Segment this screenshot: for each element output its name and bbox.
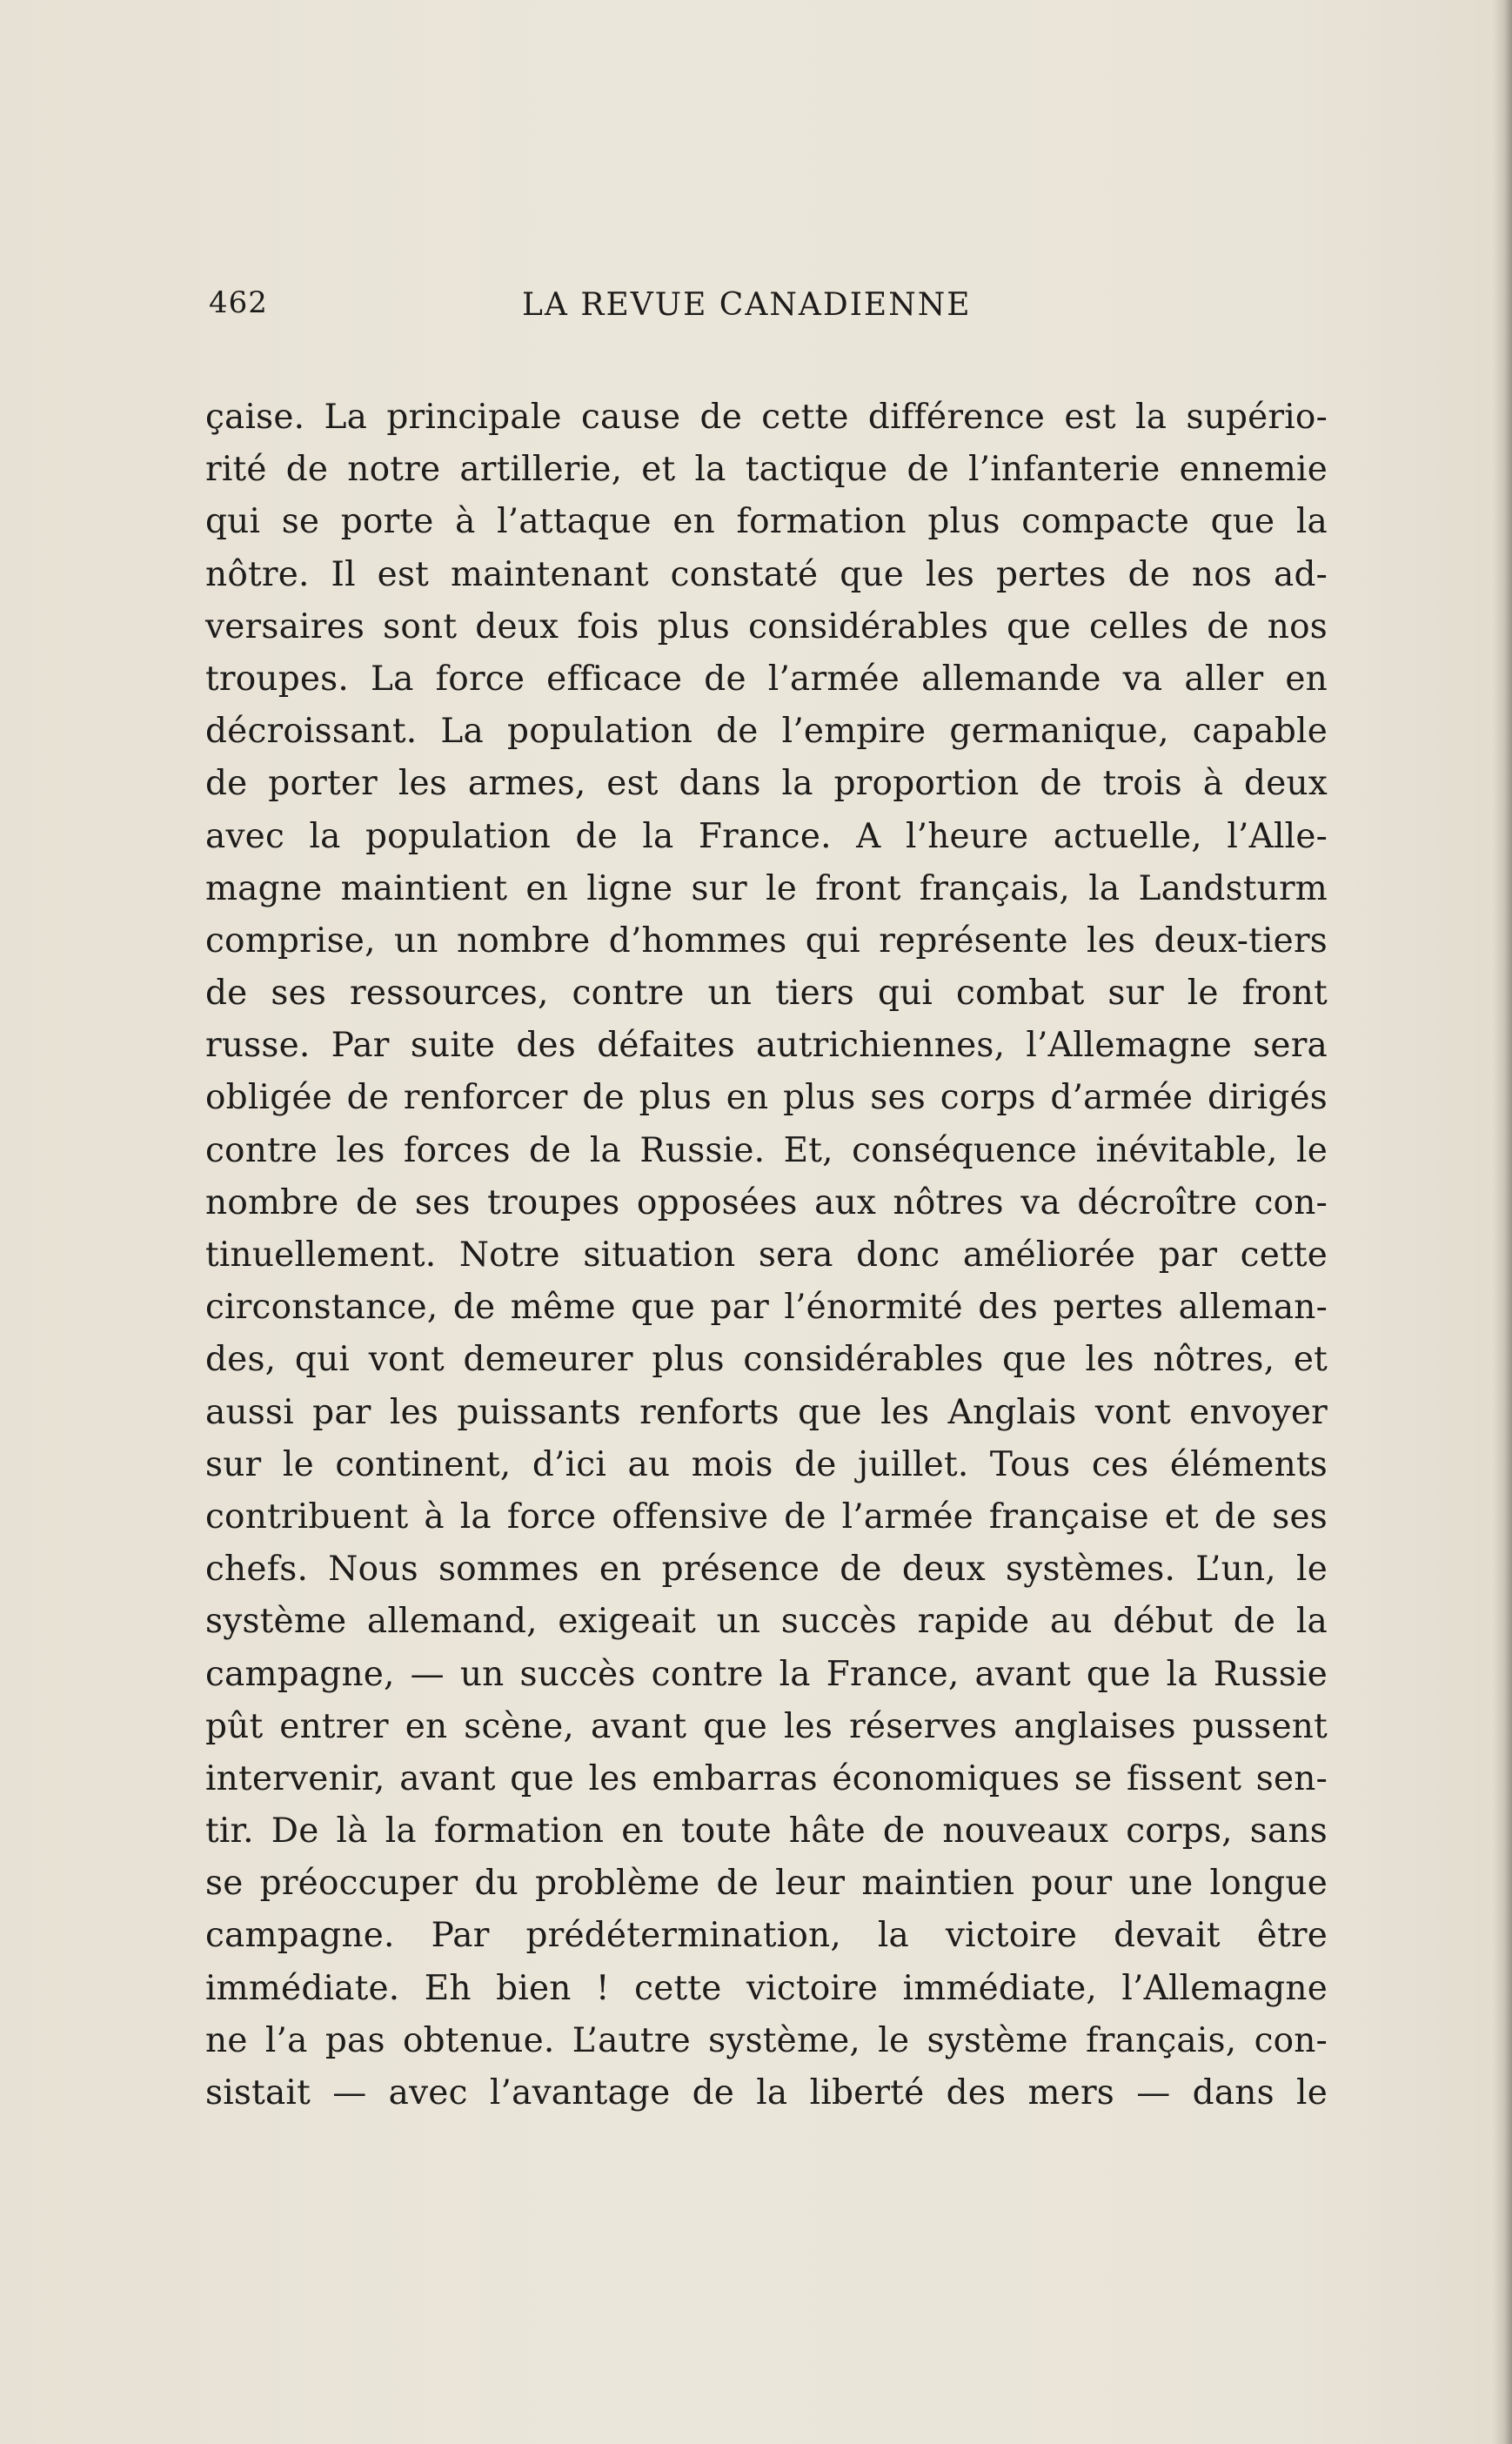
text-line: aussi par les puissants renforts que les Anglais vont envoyer [205, 1392, 1328, 1432]
text-line: intervenir, avant que les embarras économiques se fissent sen- [205, 1758, 1328, 1798]
text-line: rité de notre artillerie, et la tactique de l’infanterie ennemie [205, 450, 1328, 490]
text-line: des, qui vont demeurer plus considérables que les nôtres, et [205, 1340, 1328, 1380]
text-line: sistait — avec l’avantage de la liberté des mers — dans le [205, 2073, 1328, 2113]
text-line: nombre de ses troupes opposées aux nôtres va décroître con- [205, 1182, 1328, 1222]
text-line: campagne, — un succès contre la France, avant que la Russie [205, 1654, 1328, 1694]
text-line: circonstance, de même que par l’énormité des pertes alleman- [205, 1288, 1328, 1328]
body-text [205, 392, 1328, 2119]
text-line: chefs. Nous sommes en présence de deux systèmes. L’un, le [205, 1550, 1328, 1590]
text-line: ne l’a pas obtenue. L’autre système, le système français, con- [205, 2020, 1328, 2060]
text-line: versaires sont deux fois plus considérables que celles de nos [205, 606, 1328, 646]
text-line: obligée de renforcer de plus en plus ses corps d’armée dirigés [205, 1078, 1328, 1118]
text-line: de ses ressources, contre un tiers qui combat sur le front [205, 974, 1328, 1014]
text-line: contre les forces de la Russie. Et, conséquence inévitable, le [205, 1130, 1328, 1170]
text-line: contribuent à la force offensive de l’armée française et de ses [205, 1497, 1328, 1537]
text-line: magne maintient en ligne sur le front français, la Landsturm [205, 868, 1328, 908]
text-line: comprise, un nombre d’hommes qui représente les deux-tiers [205, 921, 1328, 961]
text-line: çaise. La principale cause de cette différence est la supério- [205, 398, 1328, 437]
text-line: nôtre. Il est maintenant constaté que les pertes de nos ad- [205, 554, 1328, 594]
text-line: russe. Par suite des défaites autrichiennes, l’Allemagne sera [205, 1026, 1328, 1066]
text-line: de porter les armes, est dans la proportion de trois à deux [205, 764, 1328, 804]
running-header [209, 285, 1331, 329]
text-line: tir. De là la formation en toute hâte de nouveaux corps, sans [205, 1811, 1328, 1851]
text-line: immédiate. Eh bien ! cette victoire immédiate, l’Allemagne [205, 1968, 1328, 2008]
text-line: système allemand, exigeait un succès rapide au début de la [205, 1602, 1328, 1642]
text-line: avec la population de la France. A l’heure actuelle, l’Alle- [205, 816, 1328, 856]
text-line: campagne. Par prédétermination, la victoire devait être [205, 1916, 1328, 1956]
text-line: se préoccuper du problème de leur maintien pour une longue [205, 1864, 1328, 1904]
text-line: qui se porte à l’attaque en formation plus compacte que la [205, 502, 1328, 542]
page-number: 462 [209, 285, 268, 320]
text-line: tinuellement. Notre situation sera donc améliorée par cette [205, 1235, 1328, 1275]
text-line: décroissant. La population de l’empire germanique, capable [205, 712, 1328, 752]
text-line: pût entrer en scène, avant que les réserves anglaises pussent [205, 1706, 1328, 1746]
text-line: sur le continent, d’ici au mois de juillet. Tous ces éléments [205, 1444, 1328, 1484]
running-title: LA REVUE CANADIENNE [522, 287, 972, 323]
text-line: troupes. La force efficace de l’armée allemande va aller en [205, 659, 1328, 699]
page-edge-shadow [1493, 0, 1512, 2444]
